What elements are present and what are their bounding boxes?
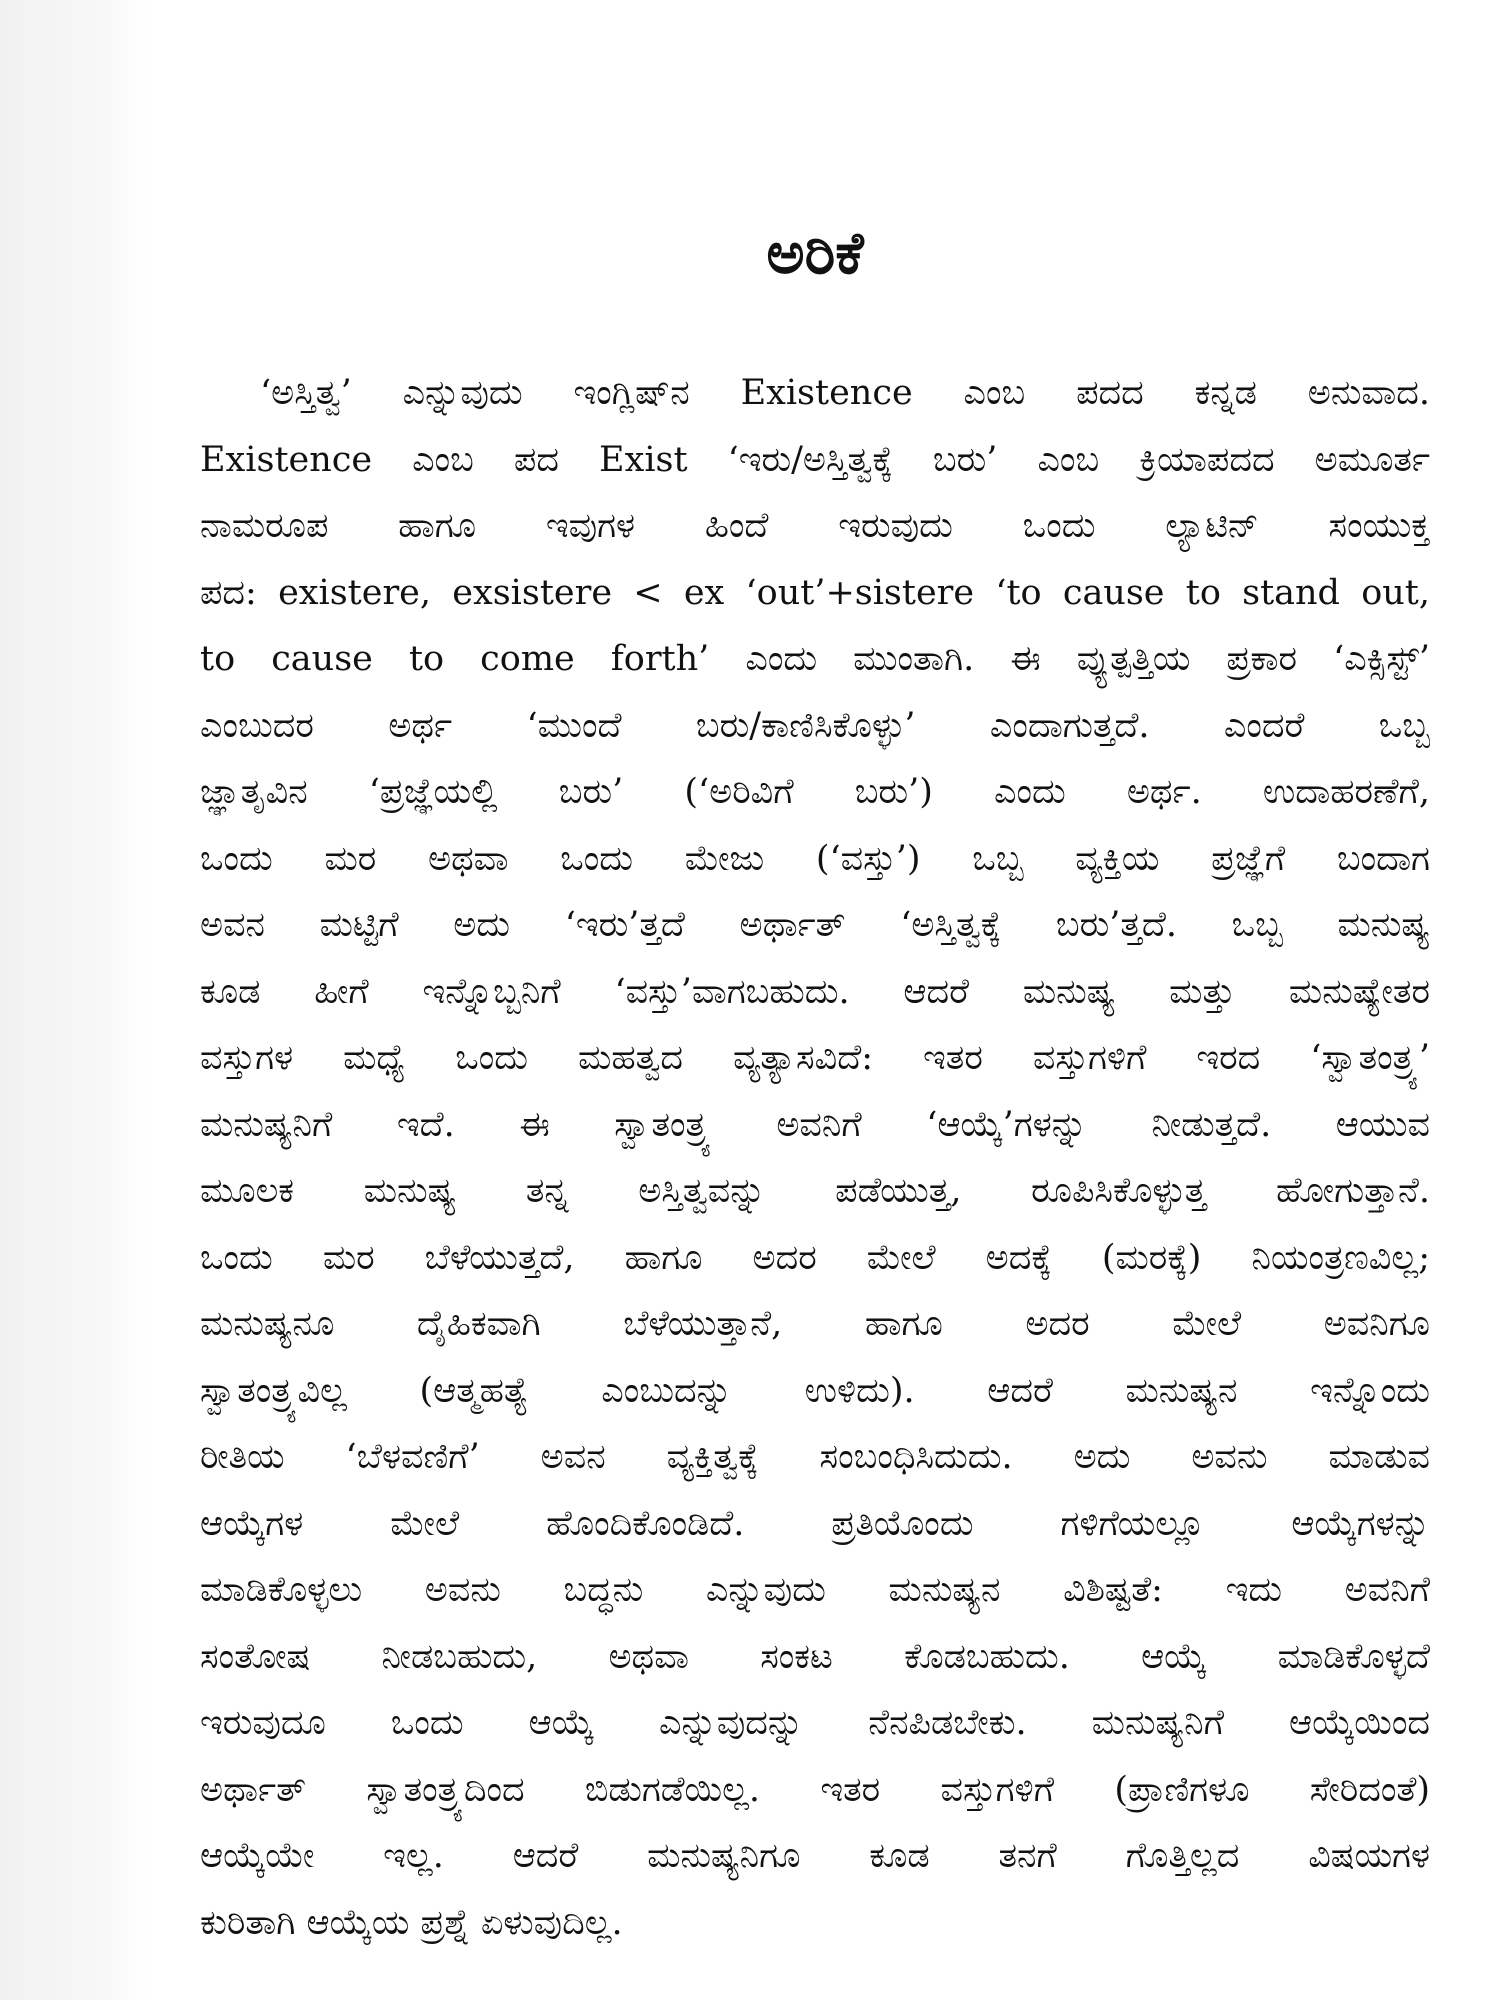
text-line: ಸ್ವಾತಂತ್ರ್ಯವಿಲ್ಲ (ಆತ್ಮಹತ್ಯೆ ಎಂಬುದನ್ನು ಉಳಿದು). ಆದರೆ ಮನುಷ್ಯನ ಇನ್ನೊಂದು	[200, 1370, 1430, 1411]
page-shadow-edge	[0, 0, 150, 2000]
text-line: ‘ಅಸ್ತಿತ್ವ’ ಎನ್ನುವುದು ಇಂಗ್ಲಿಷ್‌ನ Existence ಎಂಬ ಪದದ ಕನ್ನಡ ಅನುವಾದ.	[260, 373, 1430, 413]
text-line: ಕುರಿತಾಗಿ ಆಯ್ಕೆಯ ಪ್ರಶ್ನೆ ಏಳುವುದಿಲ್ಲ.	[200, 1902, 623, 1943]
text-line: ಅರ್ಥಾತ್ ಸ್ವಾತಂತ್ರ್ಯದಿಂದ ಬಿಡುಗಡೆಯಿಲ್ಲ. ಇತರ ವಸ್ತುಗಳಿಗೆ (ಪ್ರಾಣಿಗಳೂ ಸೇರಿದಂತೆ)	[200, 1769, 1430, 1810]
text-line: ಆಯ್ಕೆಗಳ ಮೇಲೆ ಹೊಂದಿಕೊಂಡಿದೆ. ಪ್ರತಿಯೊಂದು ಗಳಿಗೆಯಲ್ಲೂ ಆಯ್ಕೆಗಳನ್ನು	[200, 1503, 1430, 1544]
text-line: Existence ಎಂಬ ಪದ Exist ‘ಇರು/ಅಸ್ತಿತ್ವಕ್ಕೆ ಬರು’ ಎಂಬ ಕ್ರಿಯಾಪದದ ಅಮೂರ್ತ	[200, 439, 1430, 480]
book-page	[200, 0, 1440, 2000]
text-line: ಆಯ್ಕೆಯೇ ಇಲ್ಲ. ಆದರೆ ಮನುಷ್ಯನಿಗೂ ಕೂಡ ತನಗೆ ಗೊತ್ತಿಲ್ಲದ ವಿಷಯಗಳ	[200, 1836, 1430, 1876]
text-line: ವಸ್ತುಗಳ ಮಧ್ಯೆ ಒಂದು ಮಹತ್ವದ ವ್ಯತ್ಯಾಸವಿದೆ: ಇತರ ವಸ್ತುಗಳಿಗೆ ಇರದ ‘ಸ್ವಾತಂತ್ರ್ಯ’	[200, 1038, 1430, 1078]
text-line: ಮನುಷ್ಯನಿಗೆ ಇದೆ. ಈ ಸ್ವಾತಂತ್ರ್ಯ ಅವನಿಗೆ ‘ಆಯ್ಕೆ’ಗಳನ್ನು ನೀಡುತ್ತದೆ. ಆಯುವ	[200, 1104, 1430, 1145]
text-line: ಜ್ಞಾತೃವಿನ ‘ಪ್ರಜ್ಞೆಯಲ್ಲಿ ಬರು’ (‘ಅರಿವಿಗೆ ಬರು’) ಎಂದು ಅರ್ಥ. ಉದಾಹರಣೆಗೆ,	[200, 772, 1430, 812]
text-line: ಮನುಷ್ಯನೂ ದೈಹಿಕವಾಗಿ ಬೆಳೆಯುತ್ತಾನೆ, ಹಾಗೂ ಅದರ ಮೇಲೆ ಅವನಿಗೂ	[200, 1304, 1430, 1344]
text-line: ಮೂಲಕ ಮನುಷ್ಯ ತನ್ನ ಅಸ್ತಿತ್ವವನ್ನು ಪಡೆಯುತ್ತ, ರೂಪಿಸಿಕೊಳ್ಳುತ್ತ ಹೋಗುತ್ತಾನೆ.	[200, 1171, 1430, 1211]
text-line: to cause to come forth’ ಎಂದು ಮುಂತಾಗಿ. ಈ ವ್ಯುತ್ಪತ್ತಿಯ ಪ್ರಕಾರ ‘ಎಕ್ಸಿಸ್ಟ್’	[200, 639, 1430, 679]
text-line: ಅವನ ಮಟ್ಟಿಗೆ ಅದು ‘ಇರು’ತ್ತದೆ ಅರ್ಥಾತ್ ‘ಅಸ್ತಿತ್ವಕ್ಕೆ ಬರು’ತ್ತದೆ. ಒಬ್ಬ ಮನುಷ್ಯ	[200, 905, 1430, 945]
text-line: ನಾಮರೂಪ ಹಾಗೂ ಇವುಗಳ ಹಿಂದೆ ಇರುವುದು ಒಂದು ಲ್ಯಾಟಿನ್ ಸಂಯುಕ್ತ	[200, 506, 1430, 546]
text-line: ಒಂದು ಮರ ಬೆಳೆಯುತ್ತದೆ, ಹಾಗೂ ಅದರ ಮೇಲೆ ಅದಕ್ಕೆ (ಮರಕ್ಕೆ) ನಿಯಂತ್ರಣವಿಲ್ಲ;	[200, 1237, 1430, 1278]
text-line: ಎಂಬುದರ ಅರ್ಥ ‘ಮುಂದೆ ಬರು/ಕಾಣಿಸಿಕೊಳ್ಳು’ ಎಂದಾಗುತ್ತದೆ. ಎಂದರೆ ಒಬ್ಬ	[200, 705, 1430, 746]
body-paragraph	[200, 360, 1430, 1956]
page-title: ಅರಿಕೆ	[766, 219, 864, 287]
text-line: ಸಂತೋಷ ನೀಡಬಹುದು, ಅಥವಾ ಸಂಕಟ ಕೊಡಬಹುದು. ಆಯ್ಕೆ ಮಾಡಿಕೊಳ್ಳದೆ	[200, 1636, 1430, 1677]
text-line: ಮಾಡಿಕೊಳ್ಳಲು ಅವನು ಬದ್ಧನು ಎನ್ನುವುದು ಮನುಷ್ಯನ ವಿಶಿಷ್ಟತೆ: ಇದು ಅವನಿಗೆ	[200, 1570, 1430, 1610]
text-line: ಇರುವುದೂ ಒಂದು ಆಯ್ಕೆ ಎನ್ನುವುದನ್ನು ನೆನಪಿಡಬೇಕು. ಮನುಷ್ಯನಿಗೆ ಆಯ್ಕೆಯಿಂದ	[200, 1703, 1430, 1743]
text-line: ರೀತಿಯ ‘ಬೆಳವಣಿಗೆ’ ಅವನ ವ್ಯಕ್ತಿತ್ವಕ್ಕೆ ಸಂಬಂಧಿಸಿದುದು. ಅದು ಅವನು ಮಾಡುವ	[200, 1437, 1430, 1477]
text-line: ಒಂದು ಮರ ಅಥವಾ ಒಂದು ಮೇಜು (‘ವಸ್ತು’) ಒಬ್ಬ ವ್ಯಕ್ತಿಯ ಪ್ರಜ್ಞೆಗೆ ಬಂದಾಗ	[200, 838, 1430, 879]
text-line: ಕೂಡ ಹೀಗೆ ಇನ್ನೊಬ್ಬನಿಗೆ ‘ವಸ್ತು’ವಾಗಬಹುದು. ಆದರೆ ಮನುಷ್ಯ ಮತ್ತು ಮನುಷ್ಯೇತರ	[200, 971, 1430, 1012]
text-line: ಪದ: existere, exsistere < ex ‘out’+sistere ‘to cause to stand out,	[200, 572, 1430, 613]
